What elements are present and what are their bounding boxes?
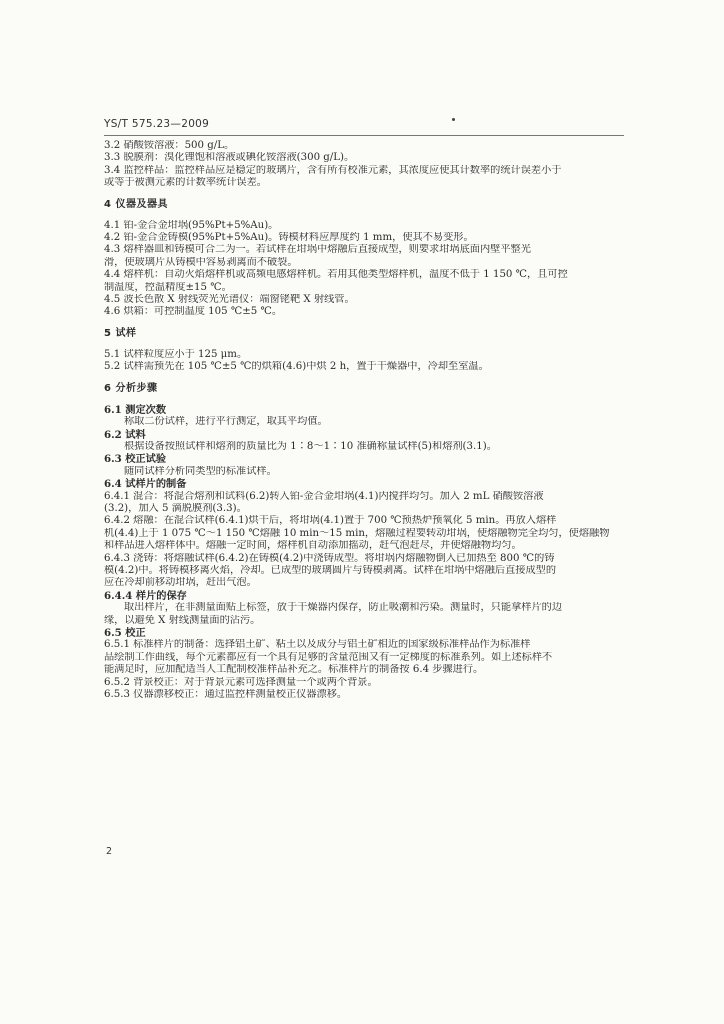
text-line: 4.1 铂-金合金坩埚(95%Pt+5%Au)。 (104, 219, 279, 231)
scan-speck (452, 118, 455, 121)
paragraph-first-line: 随同试样分析同类型的标准试样。 (124, 465, 277, 477)
subsection-heading: 6.5 校正 (104, 627, 146, 639)
text-line: 3.3 脱膜剂：溴化锂饱和溶液或碘化铵溶液(300 g/L)。 (104, 152, 355, 164)
text-line: 4.6 烘箱：可控制温度 105 ℃±5 ℃。 (104, 306, 283, 318)
text-line: 6.5.3 仪器漂移校正：通过监控样测量校正仪器漂移。 (104, 689, 348, 701)
spacer (104, 374, 624, 383)
spacer (104, 190, 624, 199)
text-line: 品绘制工作曲线，每个元素都应有一个具有足够的含量范围又有一定梯度的标准系列。如上述标样不 (104, 651, 553, 663)
text-line: 缘，以避免 X 射线测量面的沾污。 (104, 614, 261, 626)
text-line: 滑，使玻璃片从铸模中容易剥离而不破裂。 (104, 256, 298, 268)
spacer (104, 340, 624, 349)
text-line: 6.4.3 浇铸：将熔融试样(6.4.2)在铸模(4.2)中浇铸成型。将坩埚内熔融物倒入已加热至 800 ℃的铸 (104, 552, 555, 564)
header-rule (104, 135, 624, 136)
text-line: 6.5.1 标准样片的制备：选择铝土矿、粘土以及成分与铝土矿相近的国家级标准样品作为标准样 (104, 639, 531, 651)
text-line: 4.2 铂-金合金铸模(95%Pt+5%Au)。铸模材料应厚度约 1 mm，使其不易变形。 (104, 232, 474, 244)
text-line: 模(4.2)中。将铸模移离火焰，冷却。已成型的玻璃圆片与铸模剥离。试样在坩埚中熔融后直接成型的 (104, 564, 557, 576)
text-line: 4.4 熔样机：自动火焰熔样机或高频电感熔样机。若用其他类型熔样机，温度不低于 1 150 ℃，且可控 (104, 269, 568, 281)
text-line: 4.5 波长色散 X 射线荧光光谱仪：端窗铑靶 X 射线管。 (104, 294, 355, 306)
text-line: 和样品进入熔样体中。熔融一定时间，熔样机自动添加摇动，赶气泡赶尽，并使熔融物均匀。 (104, 540, 522, 552)
paragraph-first-line: 根据设备按照试样和熔剂的质量比为 1∶8～1∶10 准确称量试样(5)和熔剂(3.1)。 (124, 440, 497, 452)
standard-code-header: YS/T 575.23—2009 (104, 118, 210, 130)
text-line: 6.5.2 背景校正：对于背景元素可选择测量一个或两个背景。 (104, 676, 378, 688)
section-heading: 5 试样 (104, 327, 137, 339)
spacer (104, 211, 624, 220)
text-line: 能满足时，应加配适当人工配制校准样品补充之。标准样片的制备按 6.4 步骤进行。 (104, 664, 484, 676)
section-heading: 6 分析步骤 (104, 382, 158, 394)
subsection-heading: 6.3 校正试验 (104, 453, 167, 466)
text-line: 制温度，控温精度±15 ℃。 (104, 281, 232, 293)
section-heading: 4 仪器及器具 (104, 198, 168, 210)
text-line: 或等于被测元素的计数率统计误差。 (104, 177, 267, 189)
text-line: 机(4.4)上于 1 075 ℃～1 150 ℃熔融 10 min～15 min，熔融过程要转动坩埚，使熔融物完全均匀，使熔融物 (104, 527, 610, 539)
paragraph-first-line: 称取二份试样，进行平行测定，取其平均值。 (124, 416, 328, 428)
text-line: 6.4.2 熔融：在混合试样(6.4.1)烘干后，将坩埚(4.1)置于 700 ℃预热炉预氧化 5 min。再放入熔样 (104, 515, 557, 527)
subsection-heading: 6.2 试料 (104, 428, 146, 441)
text-line: 5.1 试样粒度应小于 125 μm。 (104, 348, 248, 360)
spacer (104, 395, 624, 404)
text-line: 3.4 监控样品：监控样品应是稳定的玻璃片，含有所有校准元素，其浓度应使其计数率的统计误差小于 (104, 164, 562, 176)
text-line: 应在冷却前移动坩埚，赶出气泡。 (104, 577, 257, 589)
text-line: 5.2 试样需预先在 105 ℃±5 ℃的烘箱(4.6)中烘 2 h，置于干燥器中，冷却至室温。 (104, 361, 489, 373)
subsection-heading: 6.1 测定次数 (104, 403, 167, 416)
page-number: 2 (106, 846, 113, 857)
text-line: 6.4.1 混合：将混合熔剂和试料(6.2)转入铂-金合金坩埚(4.1)内搅拌均匀。加入 2 mL 硝酸铵溶液 (104, 490, 544, 502)
subsection-heading: 6.4 试样片的制备 (104, 478, 187, 491)
paragraph-first-line: 取出样片，在非测量面贴上标签，放于干燥器内保存，防止吸潮和污染。测量时，只能拿样片的边 (124, 602, 563, 614)
subsection-heading: 6.4.4 样片的保存 (104, 589, 187, 602)
text-line: 4.3 熔样器皿和铸模可合二为一。若试样在坩埚中熔融后直接成型，则要求坩埚底面内壁平整光 (104, 244, 531, 256)
document-body (104, 140, 624, 701)
text-line: 3.2 硝酸铵溶液：500 g/L。 (104, 140, 235, 151)
text-line: (3.2)，加入 5 滴脱膜剂(3.3)。 (104, 502, 247, 514)
spacer (104, 319, 624, 328)
